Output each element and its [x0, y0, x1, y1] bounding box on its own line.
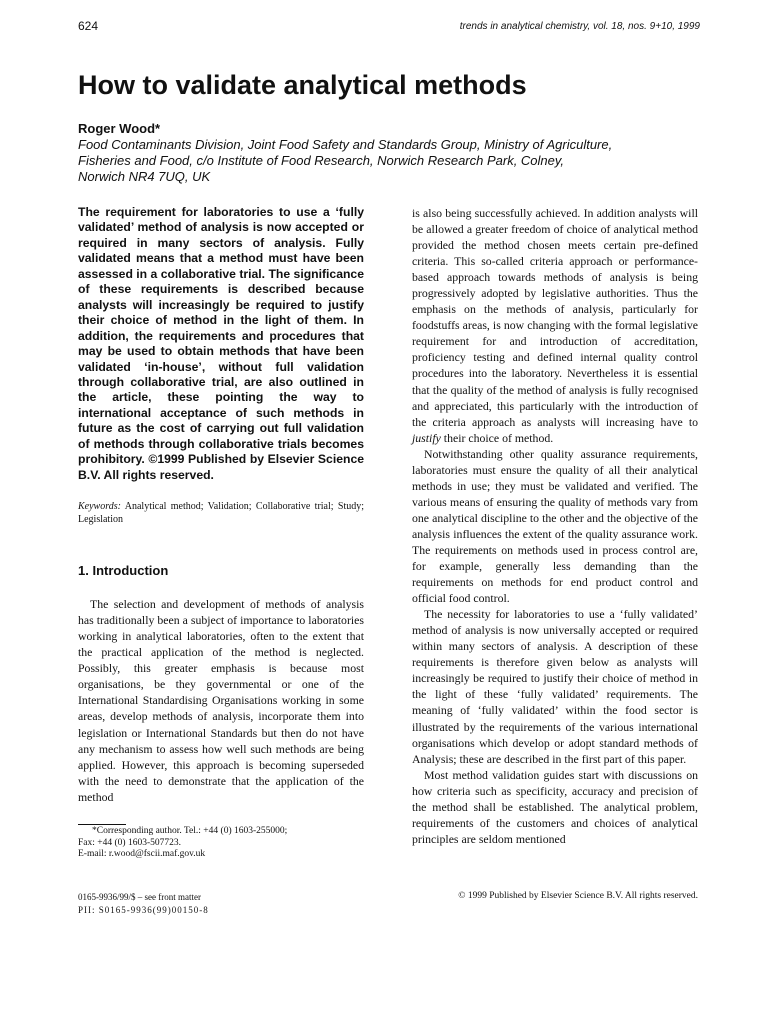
- right-column: [412, 205, 698, 847]
- paragraph-1-text: is also being successfully achieved. In addition analysts will be allowed a greater freedom of choice of analytical method provided the method chosen meets certain pre-defined criteria. This so-called criteria approach or performance-based approach towards methods of analysis is being progressively adopted by legislative authorities. Thus the emphasis on the methods of analysis, particularly for foodstuffs areas, is now changing with the formal legislative requirement for and introduction of accreditation, proficiency testing and defined internal quality control procedures into the laboratory. Nevertheless it is essential that the quality of the method of analysis is fully recognised and appreciated, this particularly with the introduction of the criteria approach as analysts will increasing have to: [412, 206, 698, 429]
- author-affiliation: [78, 137, 698, 185]
- abstract: The requirement for laboratories to use a ‘fully validated’ method of analysis is now accepted or required in many sectors of analysis. Fully validated means that a method must have been assessed in a collaborative trial. The significance of these requirements is described because analysts will increasingly be required to justify their choice of method in the light of them. In addition, the requirements and procedures that may be used to obtain methods that have been validated ‘in-house’, without full validation through collaborative trial, are also outlined in the article, these pointing the way to international acceptance of such methods in future as the cost of carrying out full validation of methods through collaborative trials becomes prohibitory. ©1999 Published by Elsevier Science B.V. All rights reserved.: [78, 205, 364, 482]
- page-number: 624: [78, 19, 99, 33]
- paragraph-2: Notwithstanding other quality assurance requirements, laboratories must ensure the quality of all their analytical methods in use; they must be validated and verified. The various means of ensuring the quality of methods vary from one analytical discipline to the other and the objective of the analysis influences the extent of the quality assurance work. The requirements on methods used in process control are, for example, generally less demanding than the requirements on methods for end product control and official food control.: [412, 446, 698, 606]
- issn-line: 0165-9936/99/$ – see front matter: [78, 892, 201, 902]
- article-title: How to validate analytical methods: [78, 70, 527, 100]
- left-column: [78, 205, 364, 805]
- affiliation-line: Norwich NR4 7UQ, UK: [78, 169, 211, 184]
- paragraph-1-end: their choice of method.: [440, 430, 554, 445]
- footnote: [78, 826, 368, 861]
- emphasis-justify: justify: [412, 430, 441, 445]
- copyright-notice: © 1999 Published by Elsevier Science B.V. All rights reserved.: [458, 891, 698, 901]
- journal-header: trends in analytical chemistry, vol. 18, nos. 9+10, 1999: [459, 21, 700, 32]
- footnote-line: Fax: +44 (0) 1603-507723.: [78, 837, 181, 848]
- keywords-text: Analytical method; Validation; Collaborative trial; Study; Legislation: [78, 501, 364, 526]
- section-heading: 1. Introduction: [78, 563, 169, 579]
- author-name: Roger Wood*: [78, 121, 161, 136]
- affiliation-line: Food Contaminants Division, Joint Food Safety and Standards Group, Ministry of Agriculture,: [78, 137, 613, 152]
- pii-line: PII: S0165-9936(99)00150-8: [78, 905, 209, 915]
- paragraph-1: [412, 205, 698, 446]
- intro-paragraph: The selection and development of methods of analysis has traditionally been a subject of importance to laboratories working in analytical laboratories, often to the extent that the practical application of the method is neglected. Possibly, this greater emphasis is because most organisations, be they governmental or one of the International Standardising Organisations working in some areas, develop methods of analysis, incorporate them into legislation or International Standards but then do not have any mechanism to assess how well such methods are being applied. However, this approach is becoming superseded with the need to demonstrate that the application of the method: [78, 597, 364, 804]
- keywords: [78, 500, 364, 526]
- footnote-line: E-mail: r.wood@fscii.maf.gov.uk: [78, 849, 206, 859]
- paragraph-3: The necessity for laboratories to use a ‘fully validated’ method of analysis is now universally accepted or required within many sectors of analysis. A description of these requirements is therefore given below as analysts will increasingly be required to justify their choice of method in the light of these ‘fully validated’ requirements. The meaning of ‘fully validated’ within the food sector is illustrated by the requirements of the various international organisations which develop or adopt standard methods of Analysis; these are described in the first part of this paper.: [412, 607, 698, 766]
- front-matter: [78, 891, 209, 917]
- footnote-rule: [78, 824, 126, 825]
- affiliation-line: Fisheries and Food, c/o Institute of Food Research, Norwich Research Park, Colney,: [78, 153, 565, 168]
- keywords-label: Keywords:: [78, 501, 121, 513]
- paragraph-4: Most method validation guides start with discussions on how criteria such as specificity, accuracy and precision of the method shall be established. The analytical problem, requirements of the customers and choices of analytical principles are seldom mentioned: [412, 767, 698, 846]
- footnote-line: *Corresponding author. Tel.: +44 (0) 1603-255000;: [92, 826, 288, 836]
